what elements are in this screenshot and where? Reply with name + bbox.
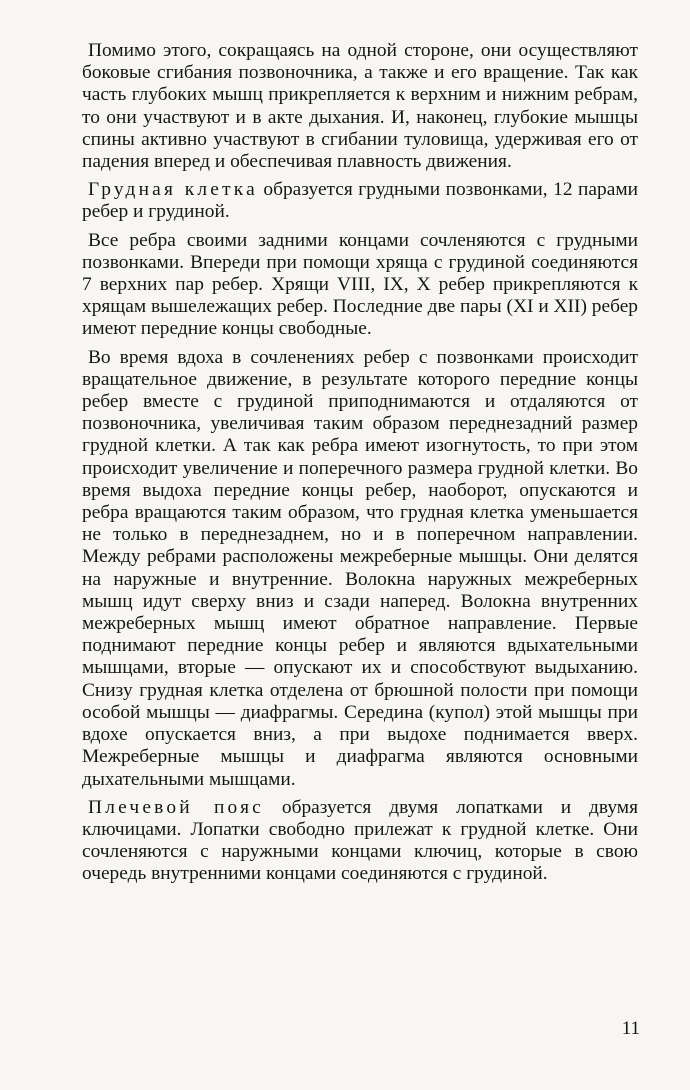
paragraph-3-text: Все ребра своими задними концами сочленяются с грудными позвонками. Впереди при помощи хряща с грудиной соединяются 7 верхних пар ребер. Хрящи VIII, IX, X ребер прикрепляются к хрящам вышележащих ребер. Последние две пары (XI и XII) ребер имеют передние концы свободные.: [82, 229, 638, 340]
paragraph-2: [82, 179, 638, 223]
page-body: [82, 40, 638, 892]
paragraph-4-text: Во время вдоха в сочленениях ребер с позвонками происходит вращательное движение, в результате которого передние концы ребер вместе с грудиной приподнимаются и отдаляются от позвоночника, увеличивая таким образом переднезадний размер грудной клетки. А так как ребра имеют изогнутость, то при этом происходит увеличение и поперечного размера грудной клетки. Во время выдоха передние концы ребер, наоборот, опускаются и ребра вращаются таким образом, что грудная клетка уменьшается не только в переднезаднем, но и в поперечном направлении. Между ребрами расположены межреберные мышцы. Они делятся на наружные и внутренние. Волокна наружных межреберных мышц идут сверху вниз и сзади наперед. Волокна внутренних межреберных мышц имеют обратное направление. Первые поднимают передние концы ребер и являются вдыхательными мышцами, вторые — опускают их и способствуют выдыханию. Снизу грудная клетка отделена от брюшной полости при помощи особой мышцы — диафрагмы. Середина (купол) этой мышцы при вдохе опускается вниз, а при выдохе поднимается вверх. Межреберные мышцы и диафрагма являются основными дыхательными мышцами.: [82, 346, 638, 790]
paragraph-5: [82, 797, 638, 886]
term-shoulder-girdle: Плечевой пояс: [88, 796, 264, 818]
paragraph-1: [82, 40, 638, 173]
paragraph-3: [82, 230, 638, 341]
page-number: 11: [621, 1018, 640, 1039]
body-text: [82, 40, 638, 886]
paragraph-5-text: образуется двумя лопатками и двумя ключицами. Лопатки свободно прилежат к грудной клетке. Они сочленяются с наружными концами ключиц, которые в свою очередь внутренними концами соединяются с грудиной.: [82, 796, 638, 885]
paragraph-2-text: образуется грудными позвонками, 12 парами ребер и грудиной.: [82, 179, 638, 223]
paragraph-4: [82, 347, 638, 791]
paragraph-1-text: Помимо этого, сокращаясь на одной стороне, они осуществляют боковые сгибания позвоночника, а также и его вращение. Так как часть глубоких мышц прикрепляется к верхним и нижним ребрам, то они участвуют и в акте дыхания. И, наконец, глубокие мышцы спины активно участвуют в сгибании туловища, удерживая его от падения вперед и обеспечивая плавность движения.: [82, 40, 638, 173]
term-chest: Грудная клетка: [88, 179, 258, 201]
